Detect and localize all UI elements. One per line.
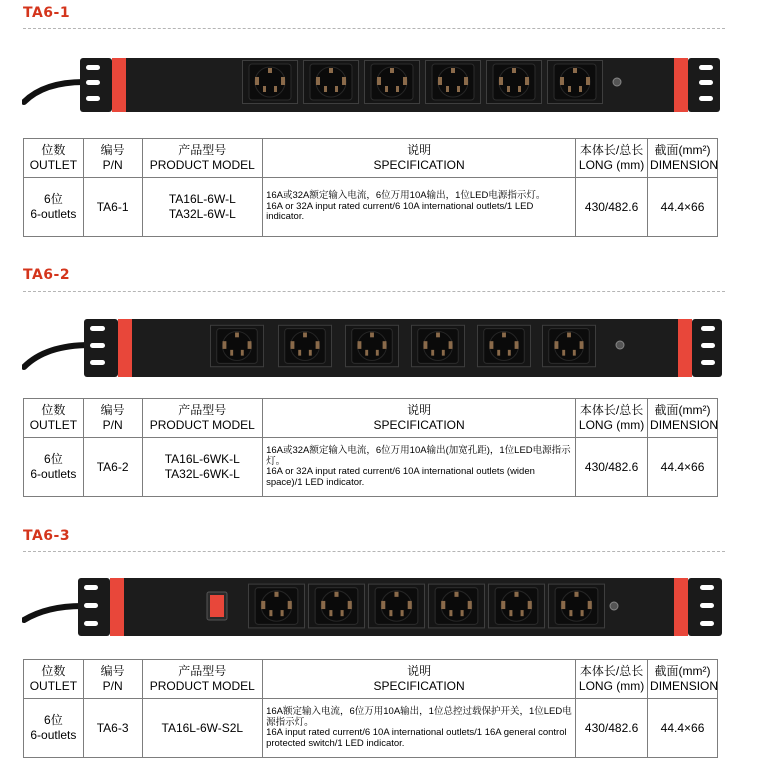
header-dimension: 截面(mm²) DIMENSION: [648, 139, 718, 178]
header-spec: 说明 SPECIFICATION: [263, 399, 576, 438]
cell-dimension: 44.4×66: [648, 699, 718, 758]
header-pn: 编号 P/N: [83, 399, 142, 438]
pdu-image: [22, 52, 727, 114]
header-pn: 编号 P/N: [83, 139, 142, 178]
cell-length: 430/482.6: [576, 699, 648, 758]
cell-model: TA16L-6W-S2L: [142, 699, 263, 758]
header-model: 产品型号 PRODUCT MODEL: [142, 399, 263, 438]
header-model: 产品型号 PRODUCT MODEL: [142, 139, 263, 178]
product-title: TA6-2: [23, 267, 71, 283]
header-dimension: 截面(mm²) DIMENSION: [648, 399, 718, 438]
divider: [23, 551, 725, 552]
pdu-image: [22, 313, 727, 379]
header-length: 本体长/总长 LONG (mm): [576, 660, 648, 699]
header-spec: 说明 SPECIFICATION: [263, 139, 576, 178]
pdu-image: [22, 574, 727, 638]
header-spec: 说明 SPECIFICATION: [263, 660, 576, 699]
cell-pn: TA6-2: [83, 438, 142, 497]
product-title: TA6-3: [23, 528, 71, 544]
header-pn: 编号 P/N: [83, 660, 142, 699]
cell-length: 430/482.6: [576, 438, 648, 497]
spec-table: [23, 398, 718, 497]
cell-spec: 16A额定输入电流，6位万用10A输出，1位总控过载保护开关，1位LED电源指示灯。 16A input rated current/6 10A international outlets/1 16A general control protected switch/1 LED indicator.: [263, 699, 576, 758]
header-length: 本体长/总长 LONG (mm): [576, 399, 648, 438]
cell-outlet: 6位 6-outlets: [24, 438, 84, 497]
cell-spec: 16A或32A额定输入电流，6位万用10A输出(加宽孔距)，1位LED电源指示灯。 16A or 32A input rated current/6 10A international outlets (widen space)/1 LED indicator.: [263, 438, 576, 497]
product-title: TA6-1: [23, 5, 71, 21]
spec-table: [23, 659, 718, 758]
header-dimension: 截面(mm²) DIMENSION: [648, 660, 718, 699]
cell-outlet: 6位 6-outlets: [24, 699, 84, 758]
header-outlet: 位数 OUTLET: [24, 139, 84, 178]
cell-dimension: 44.4×66: [648, 438, 718, 497]
cell-length: 430/482.6: [576, 178, 648, 237]
spec-table: [23, 138, 718, 237]
header-length: 本体长/总长 LONG (mm): [576, 139, 648, 178]
cell-pn: TA6-1: [83, 178, 142, 237]
cell-spec: 16A或32A额定输入电流，6位万用10A输出，1位LED电源指示灯。 16A or 32A input rated current/6 10A international outlets/1 LED indicator.: [263, 178, 576, 237]
header-model: 产品型号 PRODUCT MODEL: [142, 660, 263, 699]
cell-model: TA16L-6W-L TA32L-6W-L: [142, 178, 263, 237]
cell-dimension: 44.4×66: [648, 178, 718, 237]
cell-outlet: 6位 6-outlets: [24, 178, 84, 237]
cell-model: TA16L-6WK-L TA32L-6WK-L: [142, 438, 263, 497]
header-outlet: 位数 OUTLET: [24, 660, 84, 699]
divider: [23, 291, 725, 292]
divider: [23, 28, 725, 29]
header-outlet: 位数 OUTLET: [24, 399, 84, 438]
cell-pn: TA6-3: [83, 699, 142, 758]
